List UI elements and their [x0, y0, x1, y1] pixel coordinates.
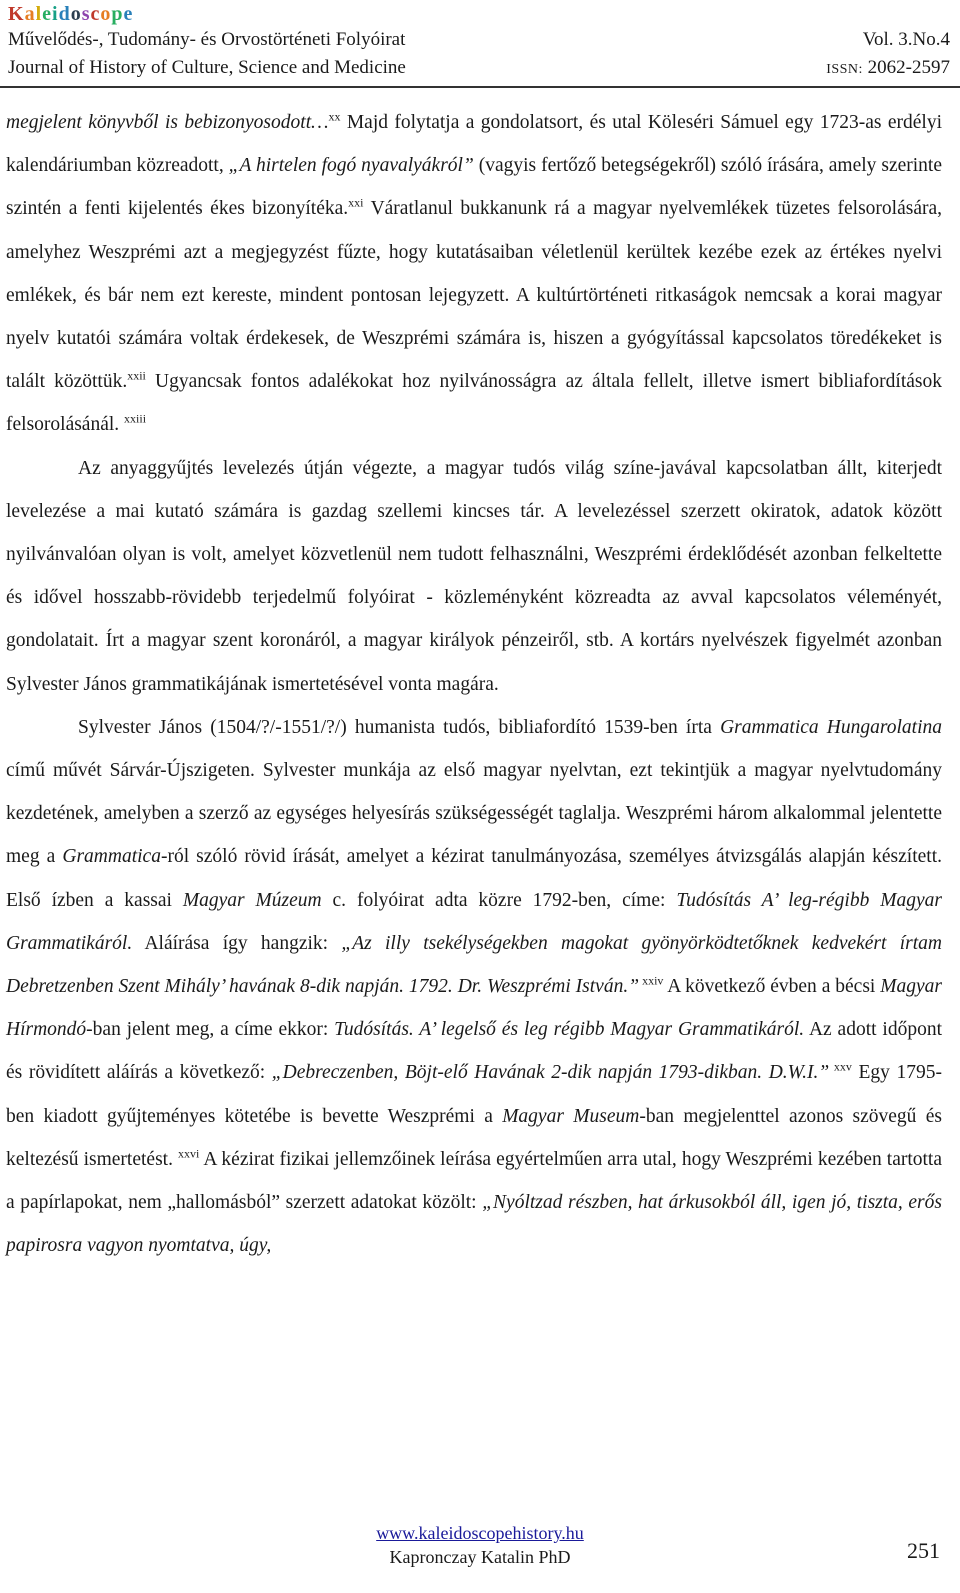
text-run: Sylvester János (1504/?/-1551/?/) humanista tudós, bibliafordító 1539-ben írta	[78, 716, 721, 738]
volume-number: Vol. 3.No.4	[862, 29, 950, 50]
text-run: c. folyóirat adta közre 1792-ben, címe:	[321, 889, 677, 911]
endnote-ref: xxii	[127, 368, 146, 383]
endnote-ref: xxvi	[178, 1146, 200, 1161]
italic-text: Magyar Hírmondó	[6, 976, 942, 1041]
journal-logo	[8, 2, 952, 26]
italic-text: Tudósítás. A’ legelső és leg régibb Magyar Grammatikáról.	[334, 1019, 805, 1041]
italic-text: Grammatica Hungarolatina	[720, 716, 943, 738]
logo-letter: s	[81, 3, 91, 25]
paragraph-2	[6, 447, 942, 706]
logo-letter: o	[70, 3, 82, 25]
italic-text: „A hirtelen fogó nyavalyákról”	[228, 155, 474, 177]
logo-letter: a	[24, 3, 36, 25]
italic-text: megjelent könyvből is bebizonyosodott…	[6, 112, 329, 133]
logo-letter: c	[90, 3, 101, 25]
text-run: -ban jelent meg, a címe ekkor:	[86, 1019, 335, 1041]
italic-text: Magyar Múzeum	[182, 889, 322, 911]
text-run: (vagyis fertőző betegségekről) szóló írására, amely szerinte szintén a fenti kijelentés ékes bizonyítéka.	[6, 155, 942, 220]
text-run: Az anyaggyűjtés levelezés útján végezte, a magyar tudós világ színe-javával kapcsolatban állt, kiterjedt levelezése a mai kutató számára is gazdag szellemi kincses tár. A levelezéssel szerzett okiratok, adatok között nyilvánvalóan olyan is volt, amelyet közvetlenül nem tudott felhasználni, Weszprémi érdeklődését azonban felkeltette és idővel hosszabb-rövidebb terjedelmű folyóirat - közleményként közreadta az avval kapcsolatos véleményét, gondolatait. Írt a magyar szent koronáról, a magyar királyok pénzeiről, stb. A kortárs nyelvészek figyelmét azonban Sylvester János grammatikájának ismertetésével vonta magára.	[6, 457, 942, 695]
text-run: Váratlanul bukkanunk rá a magyar nyelvemlékek tüzetes felsorolására, amelyhez Weszprémi azt a megjegyzést fűzte, hogy kutatásaiban véletlenül kerültek kezébe ezek az értékes nyelvi emlékek, és bár nem ezt kereste, mindent pontosan lejegyzett. A kultúrtörténeti ritkaságok nemcsak a korai magyar nyelv kutatói számára voltak érdekesek, de Weszprémi számára is, hiszen a gyógyítással kapcsolatos töredékeket is talált közöttük.	[6, 198, 942, 393]
logo-letter: d	[58, 3, 71, 25]
website-link[interactable]: www.kaleidoscopehistory.hu	[376, 1523, 584, 1543]
text-run: A következő évben a bécsi	[663, 976, 881, 998]
text-run: Egy 1795-ben kiadott gyűjteményes kötetébe is bevette Weszprémi a	[6, 1062, 943, 1127]
endnote-ref: xxi	[348, 195, 364, 210]
text-run: -ról szóló rövid írását, amelyet a kézirat tanulmányozása, személyes átvizsgálás alapján készített. Első ízben a kassai	[6, 846, 943, 911]
endnote-ref: xxiv	[639, 973, 664, 988]
logo-letter: e	[123, 3, 134, 25]
text-run: című művét Sárvár-Újszigeten. Sylvester munkája az első magyar nyelvtan, ezt tekintjük a magyar nyelvtudomány kezdetének, amelyben a szerző az egységes helyesírás szükségességét taglalja. Weszprémi három alkalommal jelentette meg a	[6, 760, 942, 868]
text-run: Ugyancsak fontos adalékokat hoz nyilvánosságra az általa fellelt, illetve ismert bibliafordítások felsorolásánál.	[6, 371, 942, 436]
author-name: Kapronczay Katalin PhD	[389, 1547, 571, 1567]
logo-letter: K	[8, 3, 25, 25]
text-run: A kézirat fizikai jellemzőinek leírása egyértelműen arra utal, hogy Weszprémi kezében tartotta a papírlapokat, nem „hallomásból” szerzett adatokat közölt:	[6, 1148, 942, 1214]
paragraph-3	[6, 706, 942, 1268]
issn	[826, 54, 952, 84]
journal-subtitle-hungarian: Művelődés-, Tudomány- és Orvostörténeti Folyóirat	[8, 29, 406, 50]
logo-letter: p	[111, 3, 124, 25]
journal-subtitle-english: Journal of History of Culture, Science and Medicine	[8, 57, 406, 78]
endnote-ref: xx	[328, 109, 341, 124]
issn-label: ISSN:	[826, 62, 863, 77]
text-run: Majd folytatja a gondolatsort, és utal Köleséri Sámuel egy 1723-as erdélyi kalendáriumban közreadott,	[6, 112, 942, 177]
header-row-1	[8, 26, 952, 54]
italic-text: „Az illy tsekélységekben magokat gyönyörködtetőknek kedvekért írtam Debretzenben Szent Mihály’ havának 8-dik napján. 1792. Dr. Weszprémi István.”	[6, 932, 942, 998]
text-run: Aláírása így hangzik:	[132, 932, 342, 954]
endnote-ref: xxv	[829, 1059, 852, 1074]
page-number: 251	[907, 1538, 940, 1563]
logo-letter: o	[100, 3, 112, 25]
logo-letter: e	[42, 3, 53, 25]
paragraph-1	[6, 101, 942, 447]
logo-letter: i	[52, 3, 59, 25]
header-row-2	[8, 54, 952, 84]
text-run: -ban megjelenttel azonos szövegű és keltezésű ismertetést.	[6, 1105, 942, 1170]
italic-text: Magyar Museum	[502, 1105, 640, 1127]
italic-text: Tudósítás A’ leg-régibb Magyar Grammatikáról.	[6, 889, 942, 954]
header-divider	[0, 86, 960, 88]
issn-value: 2062-2597	[867, 57, 950, 78]
endnote-ref: xxiii	[124, 411, 147, 426]
article-body	[6, 101, 942, 1267]
italic-text: „Debreczenben, Böjt-elő Havának 2-dik napján 1793-dikban. D.W.I.”	[271, 1062, 830, 1084]
italic-text: Grammatica	[62, 846, 161, 868]
logo-letter: l	[35, 3, 43, 25]
text-run: Az adott időpont és rövidített aláírás a következő:	[6, 1019, 942, 1084]
italic-text: „Nyóltzad részben, hat árkusokból áll, igen jó, tiszta, erős papirosra vagyon nyomtatva, úgy,	[6, 1192, 942, 1257]
journal-header	[8, 2, 952, 84]
page-footer	[0, 1520, 960, 1593]
